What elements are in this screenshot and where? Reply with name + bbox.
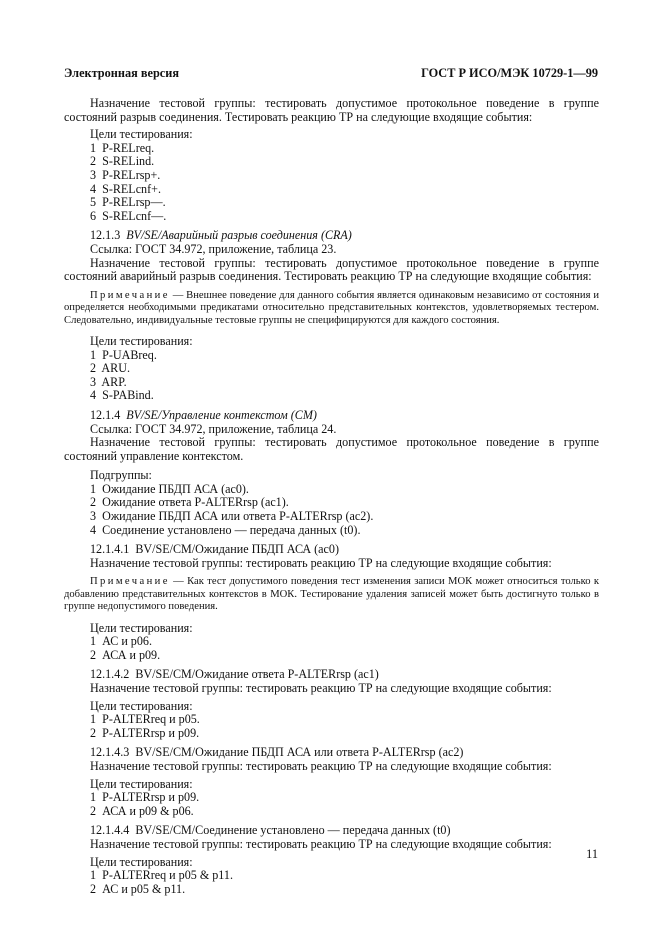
page-number: 11 <box>586 847 598 861</box>
group-purpose-para: Назначение тестовой группы: тестировать реакцию ТР на следующие входящие события: <box>90 836 552 851</box>
note-text: Внешнее поведение для данного события является одинаковым независимо от состояния и определяется необходимыми предикатами относительно представительных контекстов, удовлетворяемых тестером. Следовательно, индивидуальные тестовые группы не специфицируются для каждого состояния. <box>64 289 599 326</box>
section-heading: 12.1.4.2 BV/SE/CM/Ожидание ответа P-ALTERrsp (ас1) <box>90 667 379 682</box>
note-para: Примечание — Внешнее поведение для данного события является одинаковым независимо от состояния и определяется необходимыми предикатами относительно представительных контекстов, удовлетворяемых тестером. Следовательно, индивидуальные тестовые группы не специфицируются для каждого состояния. <box>64 289 599 326</box>
list-item: 1 P-UABreq. <box>90 347 157 362</box>
group-purpose-para: Назначение тестовой группы: тестировать допустимое протокольное поведение в группе состояний разрыв соединения. Тестировать реакцию ТР на следующие входящие события: <box>64 96 603 124</box>
note-lead: Примечание <box>90 289 170 301</box>
header-left: Электронная версия <box>64 66 179 80</box>
section-heading: 12.1.4.4 BV/SE/CM/Соединение установлено — передача данных (t0) <box>90 823 451 838</box>
list-item: 1 P-RELreq. <box>90 140 155 155</box>
header-right: ГОСТ Р ИСО/МЭК 10729-1—99 <box>421 66 598 80</box>
page-content <box>64 96 603 896</box>
section-heading <box>64 229 599 243</box>
group-purpose-para: Назначение тестовой группы: тестировать реакцию ТР на следующие входящие события: <box>90 555 552 570</box>
test-goals-label: Цели тестирования: <box>90 127 193 142</box>
list-item: 2 АСА и р09. <box>90 647 161 662</box>
subgroups-label: Подгруппы: <box>90 468 152 483</box>
reference-line: Ссылка: ГОСТ 34.972, приложение, таблица 24. <box>90 421 337 436</box>
group-purpose-para: Назначение тестовой группы: тестировать реакцию ТР на следующие входящие события: <box>90 681 552 696</box>
group-purpose-para: Назначение тестовой группы: тестировать допустимое протокольное поведение в группе состояний управление контекстом. <box>64 435 603 463</box>
group-purpose-para: Назначение тестовой группы: тестировать реакцию ТР на следующие входящие события: <box>90 759 552 773</box>
list-item: 2 АС и р05 & р11. <box>90 881 186 896</box>
list-item: 3 ARP. <box>90 374 127 389</box>
list-item: 1 P-ALTERreq и р05 & р11. <box>90 868 233 883</box>
list-item: 1 Ожидание ПБДП АСА (ас0). <box>90 481 249 496</box>
list-item: 5 P-RELrsp—. <box>90 195 166 210</box>
test-goals-label: Цели тестирования: <box>90 776 193 791</box>
section-heading: 12.1.4.1 BV/SE/CM/Ожидание ПБДП АСА (ас0) <box>90 542 339 557</box>
test-goals-label: Цели тестирования: <box>90 854 193 869</box>
list-item: 3 Ожидание ПБДП АСА или ответа P-ALTERrsp (ас2). <box>90 509 374 524</box>
list-item: 1 P-ALTERrsp и р09. <box>90 790 200 805</box>
note-text: Как тест допустимого поведения тест изменения записи МОК может относиться только к добавлению представительных контекстов в МОК. Тестирование удаления записей может быть достигнуто только в группе недопустимого поведения. <box>64 576 599 613</box>
list-item: 1 АС и р06. <box>90 634 152 649</box>
reference-line: Ссылка: ГОСТ 34.972, приложение, таблица 23. <box>90 241 337 256</box>
section-title: BV/SE/Управление контекстом (CM) <box>126 407 317 422</box>
section-heading <box>64 409 599 423</box>
list-item: 3 P-RELrsp+. <box>90 167 161 182</box>
list-item: 2 ARU. <box>90 361 130 376</box>
list-item: 1 P-ALTERreq и р05. <box>90 712 200 727</box>
section-heading: 12.1.4.3 BV/SE/CM/Ожидание ПБДП АСА или ответа P-ALTERrsp (ас2) <box>90 745 464 760</box>
list-item: 2 Ожидание ответа P-ALTERrsp (ac1). <box>90 495 289 510</box>
note-para: Примечание — Как тест допустимого поведения тест изменения записи МОК может относиться только к добавлению представительных контекстов в МОК. Тестирование удаления записей может быть достигнуто только в группе недопустимого поведения. <box>64 576 599 613</box>
list-item: 4 S-PABind. <box>90 388 154 403</box>
test-goals-label: Цели тестирования: <box>90 620 193 635</box>
test-goals-label: Цели тестирования: <box>90 333 193 348</box>
list-item: 2 S-RELind. <box>90 154 155 169</box>
list-item: 6 S-RELcnf—. <box>90 208 167 223</box>
section-number: 12.1.4 <box>90 407 127 422</box>
note-lead: Примечание <box>90 576 170 588</box>
section-number: 12.1.3 <box>90 228 127 243</box>
section-title: BV/SE/Аварийный разрыв соединения (CRA) <box>126 228 352 243</box>
group-purpose-para: Назначение тестовой группы: тестировать допустимое протокольное поведение в группе состояний аварийный разрыв соединения. Тестировать реакцию ТР на следующие входящие события: <box>64 255 603 284</box>
list-item: 4 Соединение установлено — передача данных (t0). <box>90 522 361 537</box>
test-goals-label: Цели тестирования: <box>90 698 193 713</box>
list-item: 2 P-ALTERrsp и р09. <box>90 725 200 740</box>
list-item: 2 АСА и р09 & р06. <box>90 803 194 818</box>
list-item: 4 S-RELcnf+. <box>90 181 161 196</box>
